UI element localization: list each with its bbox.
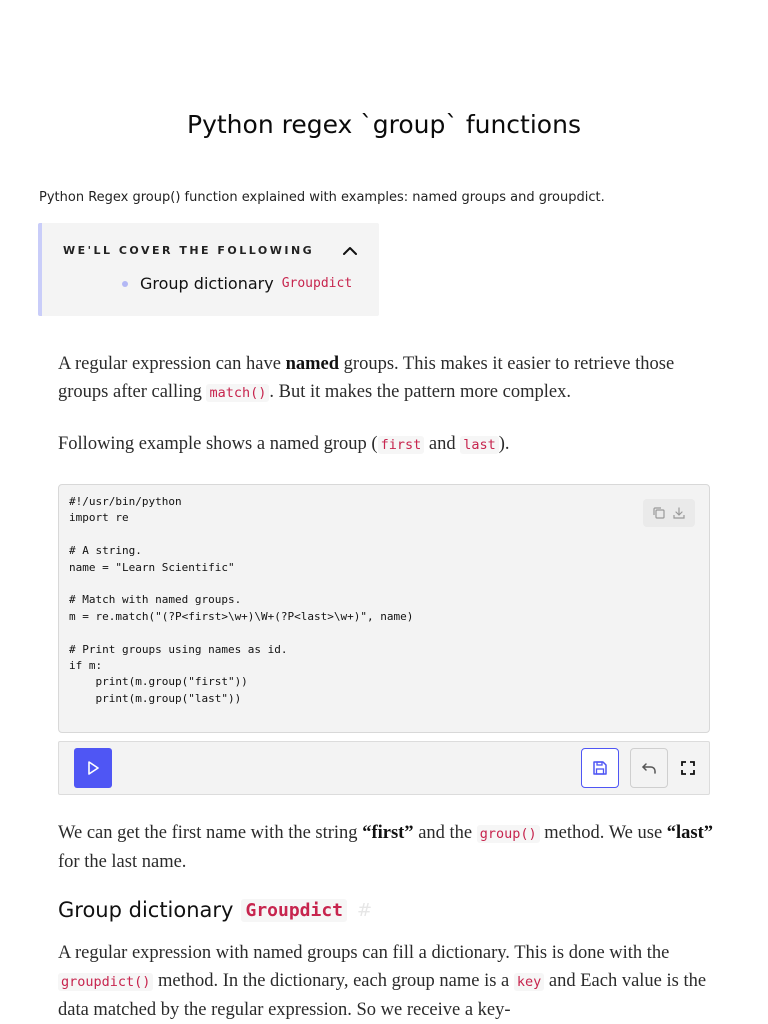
text: and the xyxy=(413,823,477,843)
text: . But it makes the pattern more complex. xyxy=(269,382,571,402)
section-heading-text: Group dictionary xyxy=(58,898,234,922)
copy-icon[interactable] xyxy=(652,506,666,520)
undo-icon xyxy=(640,759,658,777)
fullscreen-icon xyxy=(680,760,696,776)
text: groups. This makes it easier to retrieve those groups after calling xyxy=(58,354,675,402)
run-button[interactable] xyxy=(74,748,112,788)
bullet-icon xyxy=(122,281,128,287)
text: method. We use xyxy=(539,823,667,843)
inline-code-groupdict: groupdict() xyxy=(58,973,153,991)
code-runner-toolbar xyxy=(58,741,710,795)
code-line: import re xyxy=(69,511,129,525)
play-icon xyxy=(85,760,101,776)
code-lines[interactable] xyxy=(69,494,413,707)
table-of-contents xyxy=(38,223,379,316)
bold-text: “last” xyxy=(666,823,714,843)
code-line: m = re.match("(?P<first>\w+)\W+(?P<last>\w+)", name) xyxy=(69,609,414,623)
anchor-link[interactable]: # xyxy=(357,899,373,921)
code-editor[interactable] xyxy=(58,484,710,733)
text: A regular expression with named groups can fill a dictionary. This is done with the xyxy=(58,943,670,963)
save-button[interactable] xyxy=(581,748,619,788)
inline-code-match: match() xyxy=(206,384,269,402)
section-heading-code: Groupdict xyxy=(241,899,347,922)
text: and Each value is the data matched by the regular expression. So we receive a key- xyxy=(58,971,707,1020)
text: ). xyxy=(498,434,510,454)
toc-item-label: Group dictionary xyxy=(140,274,274,293)
code-line: # Match with named groups. xyxy=(69,593,242,607)
code-tools xyxy=(643,499,695,527)
text: Following example shows a named group ( xyxy=(58,434,378,454)
inline-code-group: group() xyxy=(477,825,540,843)
code-line: #!/usr/bin/python xyxy=(69,495,182,508)
page-subtitle: Python Regex group() function explained with examples: named groups and groupdict. xyxy=(39,190,605,205)
code-line: # A string. xyxy=(69,544,142,558)
fullscreen-button[interactable] xyxy=(669,748,707,788)
section-heading-group-dictionary xyxy=(58,898,372,922)
text: We can get the first name with the string xyxy=(58,823,363,843)
bold-text: named xyxy=(285,354,340,374)
save-icon xyxy=(591,759,609,777)
code-line: print(m.group("last")) xyxy=(69,691,242,705)
after-code-paragraph xyxy=(58,819,718,876)
text: for the last name. xyxy=(58,852,187,872)
toc-item-group-dictionary[interactable] xyxy=(122,274,352,293)
inline-code-first: first xyxy=(378,436,425,454)
toc-item-code: Groupdict xyxy=(281,276,353,291)
inline-code-last: last xyxy=(460,436,499,454)
page-title: Python regex `group` functions xyxy=(187,110,581,139)
code-line: print(m.group("first")) xyxy=(69,675,248,689)
reset-button[interactable] xyxy=(630,748,668,788)
code-line: # Print groups using names as id. xyxy=(69,642,288,656)
inline-code-key: key xyxy=(514,973,544,991)
download-icon[interactable] xyxy=(672,506,686,520)
example-intro-paragraph xyxy=(58,430,718,459)
chevron-up-icon[interactable] xyxy=(340,241,360,261)
intro-paragraph xyxy=(58,350,718,407)
text: and xyxy=(424,434,461,454)
text: method. In the dictionary, each group name is a xyxy=(153,971,514,991)
text: A regular expression can have xyxy=(58,354,286,374)
groupdict-paragraph xyxy=(58,939,718,1024)
bold-text: “first” xyxy=(362,823,414,843)
toc-heading: WE'LL COVER THE FOLLOWING xyxy=(63,244,315,257)
code-line: name = "Learn Scientific" xyxy=(69,560,235,574)
code-line: if m: xyxy=(69,659,103,673)
